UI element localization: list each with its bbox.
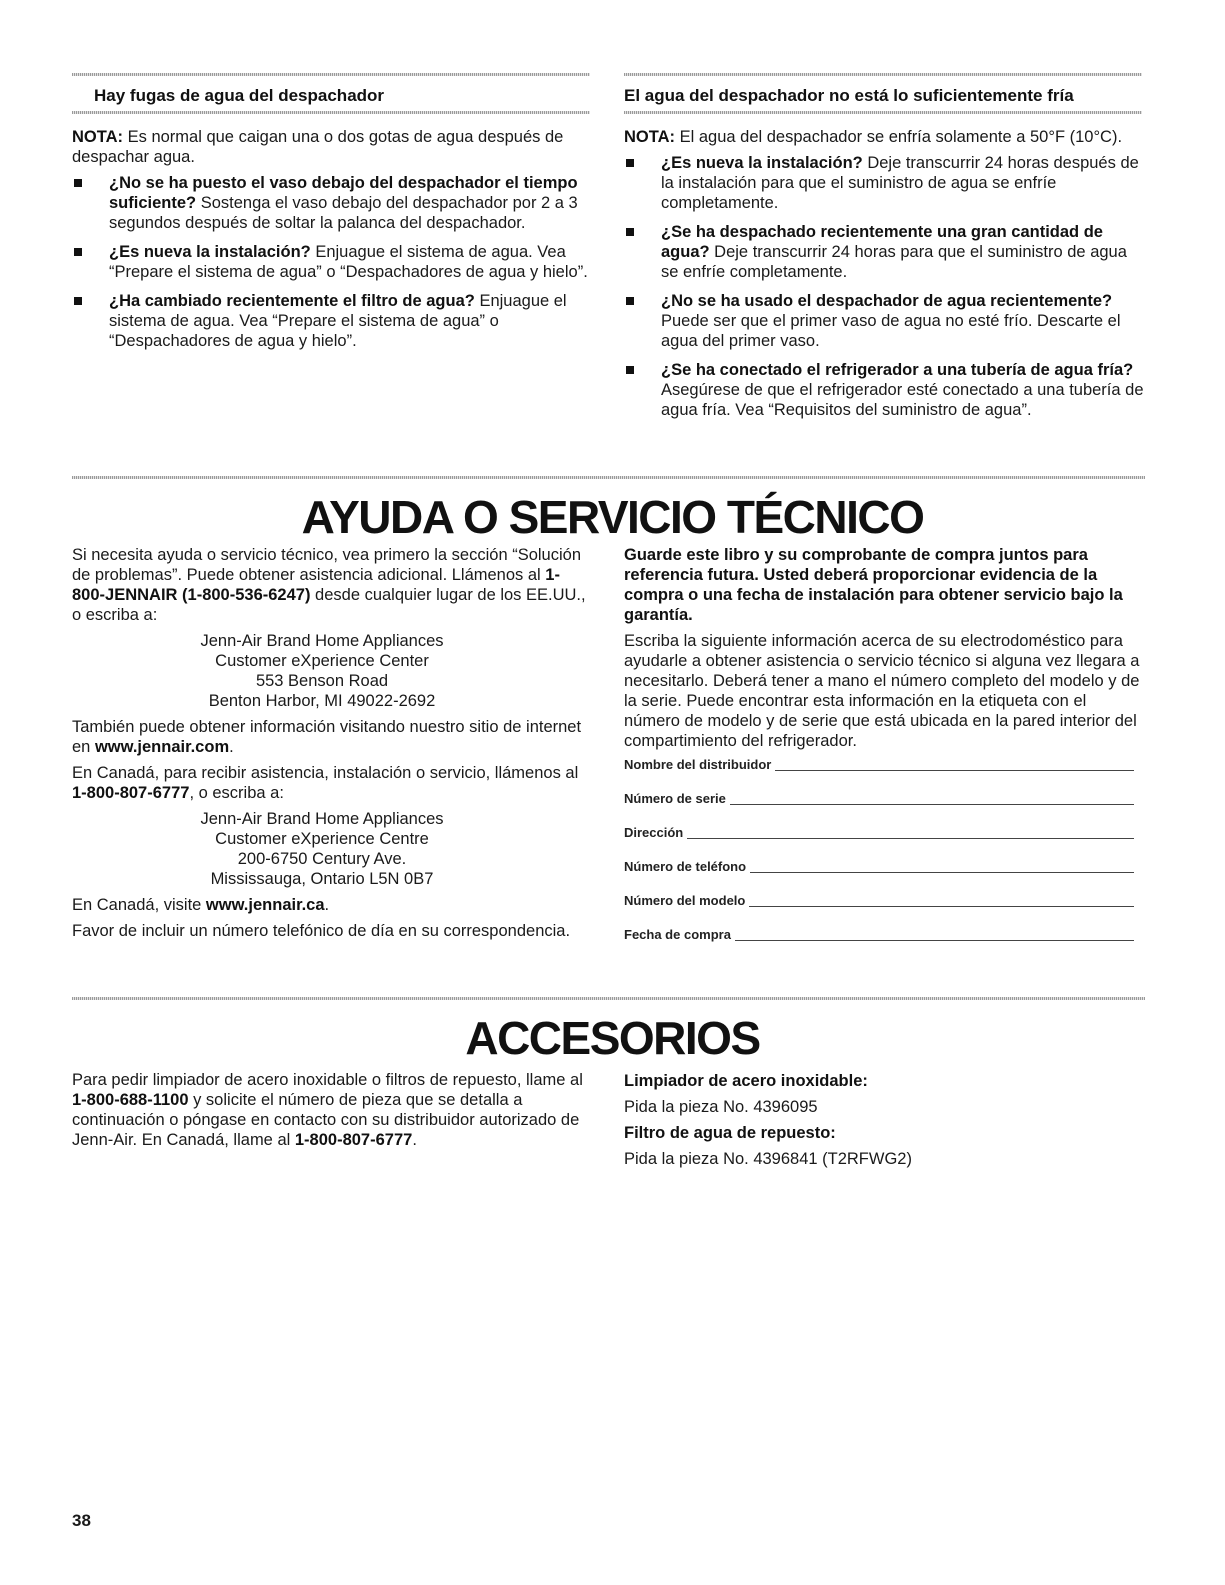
text: También puede obtener información visitando nuestro sitio de internet en xyxy=(72,718,582,756)
bullet-icon xyxy=(626,366,634,374)
text: En Canadá, visite xyxy=(72,896,206,914)
note-text: Es normal que caigan una o dos gotas de agua después de despachar agua. xyxy=(72,128,564,166)
question: ¿Es nueva la instalación? xyxy=(109,243,311,261)
order-text xyxy=(72,1070,592,1150)
address-line: Customer eXperience Center xyxy=(215,652,429,670)
field-line[interactable] xyxy=(750,872,1134,873)
address-line: Benton Harbor, MI 49022-2692 xyxy=(208,692,436,710)
help-right xyxy=(624,545,1144,959)
bullet-icon xyxy=(74,248,82,256)
text: desde cualquier lugar de los EE.UU., o escriba a: xyxy=(72,586,586,624)
address-line: Jenn-Air Brand Home Appliances xyxy=(200,810,444,828)
answer: Enjuague el sistema de agua. Vea “Prepare el sistema de agua” o “Despachadores de agua y hielo”. xyxy=(109,292,567,350)
question: ¿Ha cambiado recientemente el filtro de agua? xyxy=(109,292,475,310)
website-link[interactable]: www.jennair.ca xyxy=(205,896,325,914)
question: ¿No se ha puesto el vaso debajo del despachador el tiempo suficiente? xyxy=(109,174,578,212)
field-label: Nombre del distribuidor xyxy=(624,757,772,772)
field-line[interactable] xyxy=(749,906,1134,907)
address-line: Jenn-Air Brand Home Appliances xyxy=(200,632,444,650)
text: . xyxy=(412,1131,417,1149)
phone-number: 1-800-807-6777 xyxy=(294,1131,413,1149)
form-field-serial[interactable] xyxy=(624,789,1134,809)
bullet-icon xyxy=(74,179,82,187)
bullet-icon xyxy=(626,228,634,236)
write-info: Escriba la siguiente información acerca de su electrodoméstico para ayudarle a obtener asistencia o servicio técnico si alguna vez llegara a necesitarlo. Deberá tener a mano el número completo del modelo y de la serie. Puede encontrar esta información en la etiqueta con el número de modelo y de serie que está ubicada en la pared interior del compartimiento del refrigerador. xyxy=(624,632,1140,750)
note-text: El agua del despachador se enfría solamente a 50°F (10°C). xyxy=(675,128,1123,146)
text: y solicite el número de pieza que se detalla a continuación o póngase en contacto con su distribuidor autorizado de Jenn-Air. En Canadá, llame al xyxy=(72,1091,580,1149)
text: En Canadá, para recibir asistencia, instalación o servicio, llámenos al xyxy=(72,764,579,782)
bullet-icon xyxy=(74,297,82,305)
note-label: NOTA: xyxy=(624,128,676,146)
field-label: Número del modelo xyxy=(624,893,746,908)
list-item xyxy=(72,173,588,233)
accessories-left xyxy=(72,1070,592,1156)
form-field-phone[interactable] xyxy=(624,857,1134,877)
leaks-body xyxy=(72,127,588,360)
cold-heading: El agua del despachador no está lo suficientemente fría xyxy=(624,86,1074,105)
text: . xyxy=(324,896,330,914)
section-rule xyxy=(72,111,590,114)
field-label: Fecha de compra xyxy=(624,927,731,942)
form-field-purchase-date[interactable] xyxy=(624,925,1134,945)
help-left xyxy=(72,545,592,947)
answer: Puede ser que el primer vaso de agua no esté frío. Descarte el agua del primer vaso. xyxy=(661,312,1121,350)
field-line[interactable] xyxy=(730,804,1134,805)
list-item xyxy=(624,153,1144,213)
section-rule xyxy=(72,73,590,76)
help-canada-web xyxy=(72,895,592,915)
bullet-icon xyxy=(626,159,634,167)
answer: Deje transcurrir 24 horas para que el suministro de agua se enfríe completamente. xyxy=(661,243,1127,281)
label: Limpiador de acero inoxidable: xyxy=(624,1072,868,1090)
address-line: Customer eXperience Centre xyxy=(215,830,429,848)
question: ¿Es nueva la instalación? xyxy=(661,154,863,172)
address-line: 553 Benson Road xyxy=(255,672,389,690)
help-intro xyxy=(72,545,592,625)
leaks-heading: Hay fugas de agua del despachador xyxy=(94,86,385,105)
help-title: AYUDA O SERVICIO TÉCNICO xyxy=(301,491,924,543)
label: Filtro de agua de repuesto: xyxy=(624,1124,836,1142)
field-line[interactable] xyxy=(775,770,1134,771)
leaks-list xyxy=(72,173,588,351)
section-rule xyxy=(72,476,1145,479)
accessories-title: ACCESORIOS xyxy=(465,1012,760,1064)
field-label: Dirección xyxy=(624,825,684,840)
field-label: Número de teléfono xyxy=(624,859,747,874)
form-field-dealer[interactable] xyxy=(624,755,1134,775)
phone-number: 1-800-JENNAIR (1-800-536-6247) xyxy=(72,566,560,604)
help-web xyxy=(72,717,592,757)
keep-book-text: Guarde este libro y su comprobante de compra juntos para referencia futura. Usted deberá proporcionar evidencia de la compra o una fecha de instalación para obtener servicio bajo la garantía. xyxy=(624,546,1123,624)
help-canada xyxy=(72,763,592,803)
cold-note xyxy=(624,127,1144,147)
help-phone-note: Favor de incluir un número telefónico de día en su correspondencia. xyxy=(72,922,571,940)
list-item xyxy=(624,222,1144,282)
leaks-note xyxy=(72,127,588,167)
answer: Asegúrese de que el refrigerador esté conectado a una tubería de agua fría. Vea “Requisitos del suministro de agua”. xyxy=(661,381,1144,419)
question: ¿No se ha usado el despachador de agua recientemente? xyxy=(661,292,1113,310)
note-label: NOTA: xyxy=(72,128,124,146)
question: ¿Se ha despachado recientemente una gran cantidad de agua? xyxy=(661,223,1103,261)
text: , o escriba a: xyxy=(189,784,284,802)
page-number: 38 xyxy=(72,1511,91,1530)
answer: Sostenga el vaso debajo del despachador por 2 a 3 segundos después de soltar la palanca del despachador. xyxy=(109,194,578,232)
answer: Deje transcurrir 24 horas después de la instalación para que el suministro de agua se enfríe completamente. xyxy=(661,154,1139,212)
filter-label xyxy=(624,1122,1144,1144)
address-line: 200-6750 Century Ave. xyxy=(237,850,407,868)
phone-number: 1-800-688-1100 xyxy=(72,1091,189,1109)
cold-body xyxy=(624,127,1144,429)
cleaner-label xyxy=(624,1070,1144,1092)
answer: Enjuague el sistema de agua. Vea “Prepare el sistema de agua” o “Despachadores de agua y hielo”. xyxy=(109,243,588,281)
accessories-right xyxy=(624,1070,1144,1176)
cleaner-part: Pida la pieza No. 4396095 xyxy=(624,1098,818,1116)
form-field-model[interactable] xyxy=(624,891,1134,911)
website-link[interactable]: www.jennair.com xyxy=(94,738,230,756)
address-line: Mississauga, Ontario L5N 0B7 xyxy=(210,870,434,888)
section-rule xyxy=(624,111,1142,114)
cold-list xyxy=(624,153,1144,420)
section-rule xyxy=(624,73,1142,76)
keep-book-note xyxy=(624,545,1144,625)
record-form xyxy=(624,755,1134,945)
section-rule xyxy=(72,997,1145,1000)
text: Para pedir limpiador de acero inoxidable o filtros de repuesto, llame al xyxy=(72,1071,583,1089)
question: ¿Se ha conectado el refrigerador a una tubería de agua fría? xyxy=(661,361,1134,379)
canada-address xyxy=(72,809,592,889)
text: . xyxy=(229,738,234,756)
filter-part: Pida la pieza No. 4396841 (T2RFWG2) xyxy=(624,1150,912,1168)
list-item xyxy=(624,360,1144,420)
list-item xyxy=(72,242,588,282)
list-item xyxy=(72,291,588,351)
text: Si necesita ayuda o servicio técnico, vea primero la sección “Solución de problemas”. Puede obtener asistencia adicional. Llámenos al xyxy=(72,546,582,584)
field-line[interactable] xyxy=(735,940,1134,941)
form-field-address[interactable] xyxy=(624,823,1134,843)
us-address xyxy=(72,631,592,711)
phone-number: 1-800-807-6777 xyxy=(72,784,190,802)
field-label: Número de serie xyxy=(624,791,726,806)
list-item xyxy=(624,291,1144,351)
field-line[interactable] xyxy=(687,838,1134,839)
bullet-icon xyxy=(626,297,634,305)
